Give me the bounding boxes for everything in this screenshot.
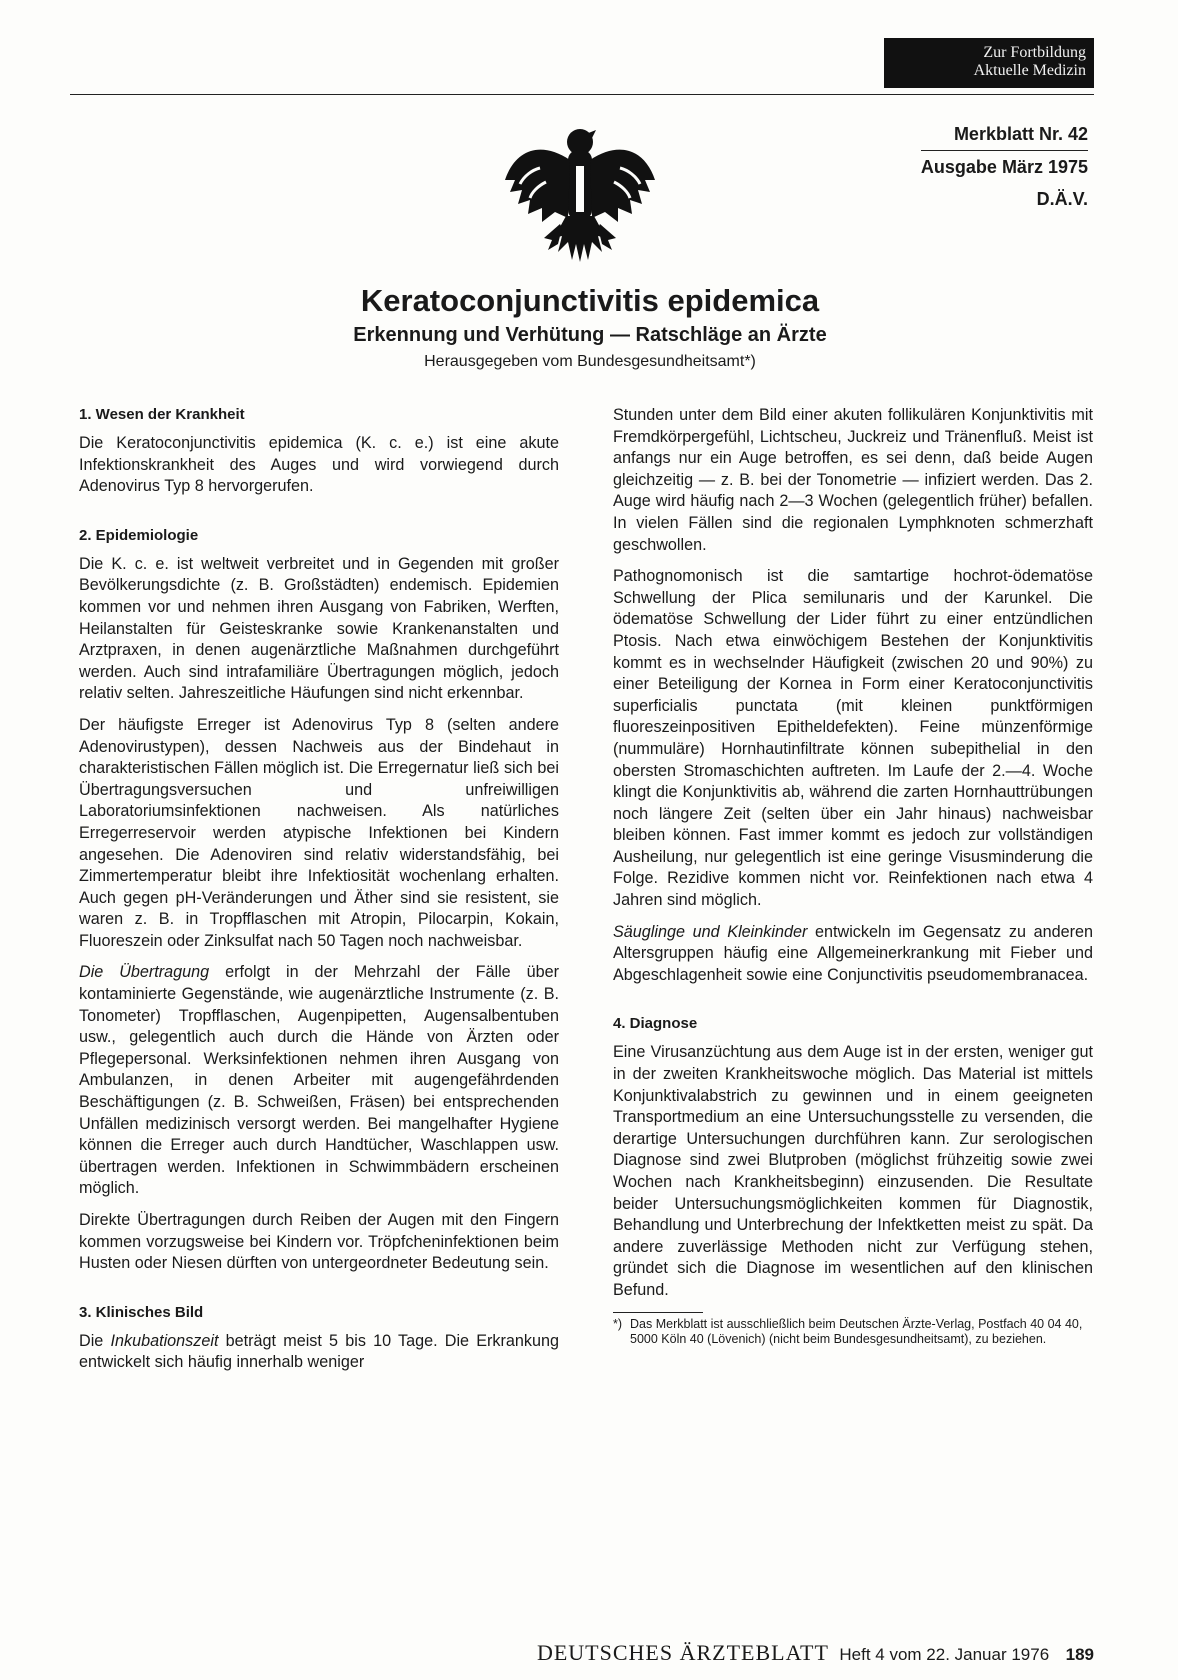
section-tag-line1: Zur Fortbildung <box>983 44 1086 61</box>
issue-info: Heft 4 vom 22. Januar 1976 <box>839 1645 1050 1664</box>
footnote <box>613 1317 1093 1347</box>
paragraph <box>79 1331 559 1374</box>
footnote-mark: *) <box>613 1316 623 1331</box>
paragraph: Die Keratoconjunctivitis epidemica (K. c. e.) ist eine akute Infektionskrankheit des Auges und wird vorwiegend durch Adenovirus Typ 8 hervorgerufen. <box>79 434 559 496</box>
emphasis: Die Übertragung <box>79 963 210 982</box>
paragraph-text: Die <box>79 1331 111 1350</box>
section-heading-3: 3. Klinisches Bild <box>79 1303 204 1321</box>
page-footer <box>470 1640 1094 1666</box>
paragraph: Eine Virusanzüchtung aus dem Auge ist in der ersten, weniger gut in der zweiten Krankheitswoche möglich. Das Material ist mittels Konjunktivalabstrich zu gewinnen und in einem geeigneten Transportmedium an eine Untersuchungsstelle zu versenden, die derartige Untersuchungen durchführen kann. Zur serologischen Diagnose sind zwei Blutproben (möglichst frühzeitig sowie zwei Wochen nach Krankheitsbeginn) einzusenden. Die Resultate beider Untersuchungsmöglichkeiten kommen für Diagnostik, Behandlung und Unterbrechung der Infektketten meist zu spät. Da andere zuverlässige Methoden nicht zur Verfügung stehen, gründet sich die Diagnose im wesentlichen auf den klinischen Befund. <box>613 1043 1093 1299</box>
footnote-text: Das Merkblatt ist ausschließlich beim Deutschen Ärzte-Verlag, Postfach 40 04 40, 5000 Köln 40 (Lövenich) (nicht beim Bundesgesundheitsamt), zu beziehen. <box>630 1316 1083 1346</box>
paragraph: Direkte Übertragungen durch Reiben der Augen mit den Fingern kommen vorzugsweise bei Kindern vor. Tröpfcheninfektionen beim Husten oder Niesen dürften von untergeordneter Bedeutung sein. <box>79 1211 559 1273</box>
article-publisher: Herausgegeben vom Bundesgesundheitsamt*) <box>424 353 756 370</box>
footnote-rule <box>613 1312 703 1313</box>
right-column <box>613 405 1093 1347</box>
paragraph <box>79 962 559 1200</box>
memo-info <box>921 118 1088 215</box>
section-tag <box>884 38 1094 88</box>
article-subtitle: Erkennung und Verhütung — Ratschläge an Ärzte <box>353 324 827 346</box>
paragraph-text: beträgt meist 5 bis 10 Tage. Die Erkrankung entwickelt sich häufig innerhalb weniger <box>79 1331 559 1372</box>
paragraph-text: entwickeln im Gegensatz zu anderen Altersgruppen häufig eine Allgemeinerkrankung mit Fieber und Abgeschlagenheit sowie eine Conjunctivitis pseudomembranacea. <box>613 922 1093 984</box>
federal-eagle-icon <box>500 120 660 270</box>
memo-number: Merkblatt Nr. 42 <box>953 124 1088 144</box>
journal-name: DEUTSCHES ÄRZTEBLATT <box>536 1640 829 1665</box>
paragraph-text: erfolgt in der Mehrzahl der Fälle über kontaminierte Gegenstände, wie augenärztliche Instrumente (z. B. Tonometer) Tropfflaschen, Augenpipetten, Augensalbentuben usw., gelegentlich auch durch die Hände von Ärzten oder Pflegepersonal. Werksinfektionen nehmen ihren Ausgang von Ambulanzen, in denen Arbeiter mit augengefährdenden Beschäftigungen (z. B. Schweißen, Fräsen) bei entsprechenden Unfällen medizinisch versorgt werden. Bei mangelhafter Hygiene können die Erreger auch durch Handtücher, Waschlappen usw. übertragen werden. Infektionen in Schwimmbädern erscheinen möglich. <box>79 963 559 1198</box>
section-heading-2: 2. Epidemiologie <box>79 526 199 544</box>
memo-edition: Ausgabe März 1975 <box>921 150 1088 183</box>
left-column <box>79 405 559 1384</box>
section-tag-line2: Aktuelle Medizin <box>973 62 1086 79</box>
paragraph: Stunden unter dem Bild einer akuten follikulären Konjunktivitis mit Fremdkörpergefühl, Lichtscheu, Juckreiz und Tränenfluß. Meist ist anfangs nur ein Auge betroffen, es sei denn, daß beide Augen gleichzeitig — z. B. bei der Tonometrie — infiziert werden. Das 2. Auge wird häufig nach 2—3 Wochen (gelegentlich früher) befallen. In vielen Fällen sind die regionalen Lymphknoten schmerzhaft geschwollen. <box>613 406 1093 554</box>
title-block <box>280 282 900 372</box>
page-number: 189 <box>1065 1645 1094 1664</box>
top-rule <box>70 94 1094 95</box>
section-heading-4: 4. Diagnose <box>613 1015 698 1033</box>
section-heading-1: 1. Wesen der Krankheit <box>79 406 245 423</box>
paragraph <box>613 922 1093 987</box>
paragraph: Die K. c. e. ist weltweit verbreitet und in Gegenden mit großer Bevölkerungsdichte (z. B. Großstädten) endemisch. Epidemien kommen vor und nehmen ihren Ausgang von Fabriken, Werften, Heilanstalten für Geisteskranke sowie Krankenanstalten und Arztpraxen, in denen augenärztliche Maßnahmen durchgeführt werden. Auch sind intrafamiliäre Übertragungen möglich, jedoch relativ selten. Jahreszeitliche Häufungen sind nicht erkennbar. <box>79 554 559 703</box>
paragraph: Der häufigste Erreger ist Adenovirus Typ 8 (selten andere Adenovirustypen), dessen Nachweis aus der Bindehaut in charakteristischen Fällen möglich ist. Die Erregernatur ließ sich bei Übertragungsversuchen und unfreiwilligen Laboratoriumsinfektionen nachweisen. Als natürliches Erregerreservoir werden atypische Infektionen bei Kindern angesehen. Die Adenoviren sind relativ widerstandsfähig, bei Zimmertemperatur bleibt ihre Infektiosität wochenlang erhalten. Auch gegen pH-Veränderungen und Äther sind sie resistent, sie waren z. B. in Tropfflaschen mit Atropin, Pilocarpin, Kokain, Fluoreszein oder Zinksulfat nach 50 Tagen noch nachweisbar. <box>79 715 559 950</box>
emphasis: Säuglinge und Kleinkinder <box>613 922 808 941</box>
memo-publisher-short: D.Ä.V. <box>1036 189 1088 209</box>
paragraph: Pathognomonisch ist die samtartige hochrot-ödematöse Schwellung der Plica semilunaris und der Karunkel. Die ödematöse Schwellung der Lider führt zu einer entzündlichen Ptosis. Nach etwa einwöchigem Bestehen der Konjunktivitis kommt es in wechselnder Häufigkeit (zwischen 20 und 90%) zu einer Beteiligung der Kornea in Form einer Keratoconjunctivitis superficialis punctata (mit kleinen punktförmigen fluoreszeinpositiven Epitheldefekten). Feine münzenförmige (nummuläre) Hornhautinfiltrate können subepithelial in den obersten Stromaschichten auftreten. Im Laufe der 2.—4. Woche klingt die Konjunktivitis ab, während die zarten Hornhauttrübungen noch längere Zeit (selten über ein Jahr hinaus) nachweisbar bleiben können. Fast immer kommt es jedoch zur vollständigen Ausheilung, nur gelegentlich ist eine geringe Visusminderung die Folge. Rezidive kommen nicht vor. Reinfektionen nach etwa 4 Jahren sind möglich. <box>613 567 1093 910</box>
article-title: Keratoconjunctivitis epidemica <box>360 283 820 318</box>
emphasis: Inkubationszeit <box>110 1331 219 1350</box>
